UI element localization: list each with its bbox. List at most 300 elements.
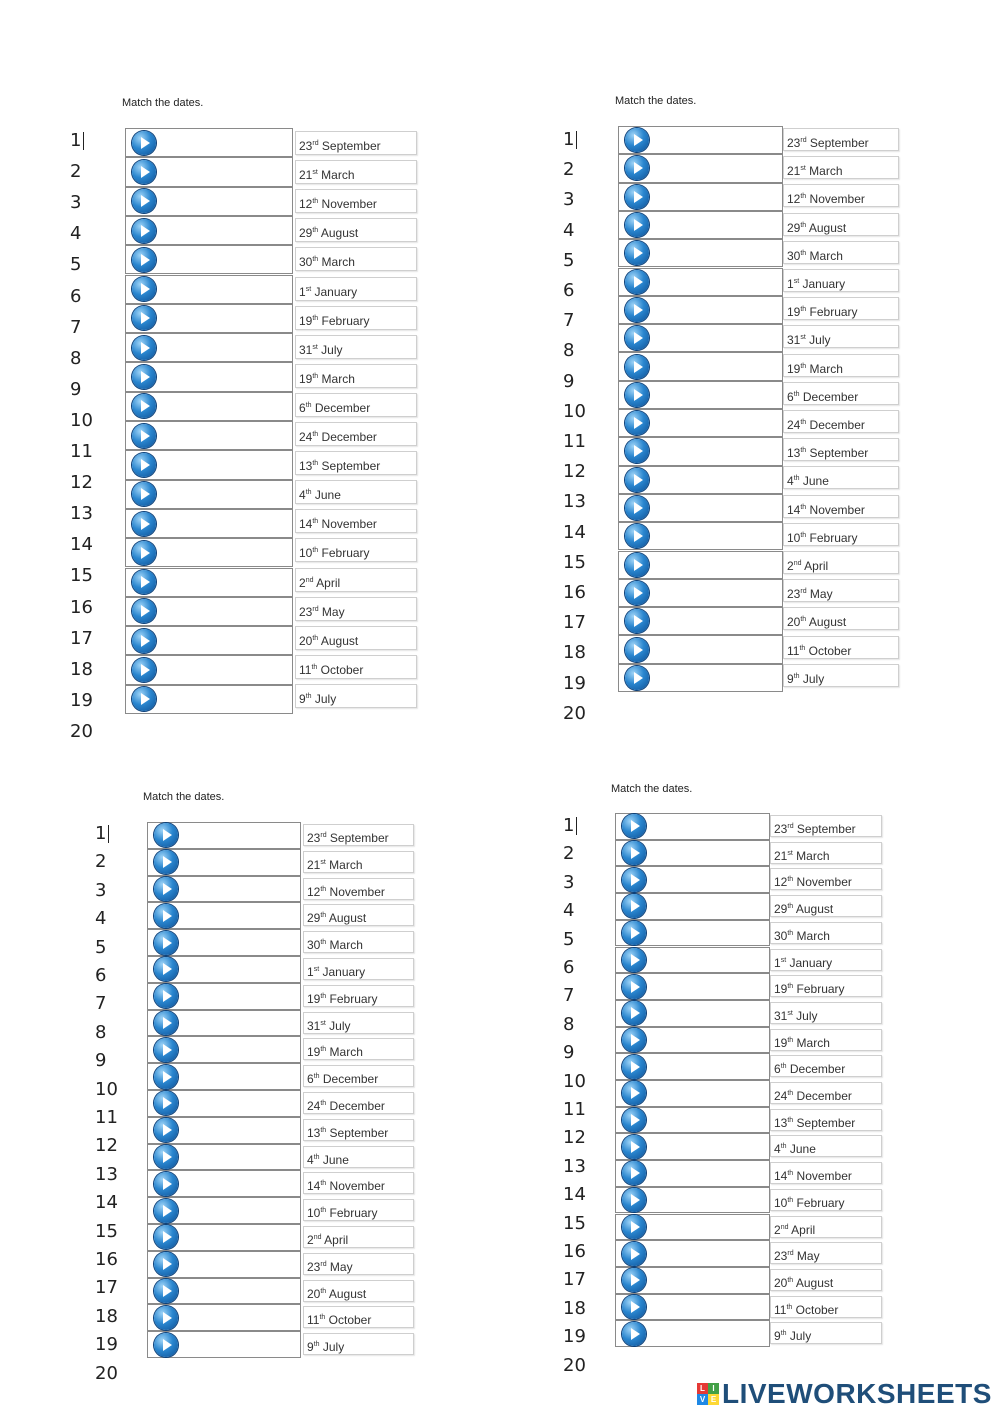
play-audio-icon[interactable]: [625, 156, 649, 180]
date-option[interactable]: [303, 1172, 414, 1194]
answer-drop-box[interactable]: [618, 211, 783, 239]
answer-drop-box[interactable]: [618, 466, 783, 494]
date-option[interactable]: [295, 160, 417, 184]
row-number: 4: [563, 900, 575, 922]
date-option[interactable]: [770, 1029, 882, 1051]
date-day: 31: [307, 1018, 321, 1033]
date-option[interactable]: [770, 922, 882, 944]
play-audio-icon[interactable]: [154, 1225, 178, 1249]
date-option[interactable]: [783, 297, 899, 320]
play-audio-icon[interactable]: [625, 213, 649, 237]
answer-drop-box[interactable]: [618, 154, 783, 182]
answer-drop-box[interactable]: [618, 381, 783, 409]
date-option[interactable]: [770, 1082, 882, 1104]
play-audio-icon[interactable]: [622, 1242, 646, 1266]
play-audio-icon[interactable]: [132, 541, 156, 565]
date-option[interactable]: [783, 184, 899, 207]
date-option[interactable]: [303, 1226, 414, 1248]
date-option[interactable]: [295, 597, 417, 621]
play-audio-icon[interactable]: [154, 1306, 178, 1330]
answer-drop-box[interactable]: [615, 1133, 770, 1160]
play-audio-icon[interactable]: [154, 931, 178, 955]
date-option[interactable]: [295, 277, 417, 301]
play-audio-icon[interactable]: [132, 482, 156, 506]
answer-drop-box[interactable]: [125, 275, 293, 304]
answer-drop-box[interactable]: [618, 437, 783, 465]
date-month: April: [801, 559, 829, 573]
answer-drop-box[interactable]: [615, 1080, 770, 1107]
date-suffix: th: [787, 1276, 794, 1284]
play-audio-icon[interactable]: [622, 1188, 646, 1212]
play-audio-icon[interactable]: [154, 1172, 178, 1196]
play-audio-icon[interactable]: [154, 1199, 178, 1223]
answer-drop-box[interactable]: [125, 538, 293, 567]
date-option[interactable]: [295, 451, 417, 475]
date-option[interactable]: [783, 410, 899, 433]
answer-drop-box[interactable]: [147, 1251, 301, 1278]
date-month: August: [793, 902, 834, 917]
date-option[interactable]: [783, 156, 899, 179]
date-option[interactable]: [783, 241, 899, 264]
answer-drop-box[interactable]: [618, 183, 783, 211]
date-option[interactable]: [295, 509, 417, 533]
answer-drop-box[interactable]: [615, 1294, 770, 1321]
date-month: March: [325, 857, 363, 872]
play-audio-icon[interactable]: [622, 894, 646, 918]
play-audio-icon[interactable]: [622, 921, 646, 945]
answer-drop-box[interactable]: [125, 333, 293, 362]
row-number: 15: [95, 1220, 118, 1242]
date-day: 30: [299, 255, 313, 270]
play-audio-icon[interactable]: [154, 1118, 178, 1142]
play-audio-icon[interactable]: [154, 1333, 178, 1357]
date-option[interactable]: [783, 354, 899, 377]
date-option[interactable]: [783, 636, 899, 659]
play-audio-icon[interactable]: [132, 687, 156, 711]
date-option[interactable]: [770, 1002, 882, 1024]
date-suffix: st: [780, 956, 787, 964]
play-audio-icon[interactable]: [622, 814, 646, 838]
play-audio-icon[interactable]: [132, 131, 156, 155]
play-audio-icon[interactable]: [132, 277, 156, 301]
date-month: July: [317, 342, 343, 357]
answer-drop-box[interactable]: [615, 813, 770, 840]
play-audio-icon[interactable]: [132, 219, 156, 243]
answer-drop-box[interactable]: [615, 973, 770, 1000]
play-audio-icon[interactable]: [132, 160, 156, 184]
play-audio-icon[interactable]: [132, 658, 156, 682]
play-audio-icon[interactable]: [154, 957, 178, 981]
date-option[interactable]: [303, 958, 414, 980]
date-day: 23: [299, 139, 313, 153]
row-number: 18: [70, 658, 93, 680]
date-option[interactable]: [783, 664, 899, 687]
answer-drop-box[interactable]: [615, 1000, 770, 1027]
answer-drop-box[interactable]: [125, 245, 293, 274]
date-day: 9: [774, 1329, 781, 1344]
row-number: 9: [563, 1042, 575, 1064]
date-option[interactable]: [770, 868, 882, 890]
play-audio-icon[interactable]: [625, 553, 649, 577]
answer-drop-box[interactable]: [615, 1053, 770, 1080]
answer-drop-box[interactable]: [125, 128, 293, 157]
date-option[interactable]: [303, 1333, 414, 1355]
date-month: July: [786, 1329, 812, 1344]
answer-drop-box[interactable]: [125, 480, 293, 509]
date-month: September: [318, 459, 381, 474]
date-option[interactable]: [770, 1055, 882, 1077]
play-audio-icon[interactable]: [625, 355, 649, 379]
play-audio-icon[interactable]: [154, 1038, 178, 1062]
answer-drop-box[interactable]: [147, 1170, 301, 1197]
play-audio-icon[interactable]: [625, 128, 649, 152]
answer-drop-box[interactable]: [147, 1331, 301, 1358]
date-day: 19: [299, 371, 313, 386]
date-day: 11: [307, 1313, 320, 1328]
answer-drop-box[interactable]: [125, 187, 293, 216]
answer-drop-box[interactable]: [147, 956, 301, 983]
answer-drop-box[interactable]: [618, 607, 783, 635]
row-number: 14: [563, 1184, 586, 1206]
date-option[interactable]: [303, 824, 414, 846]
date-suffix: nd: [780, 1223, 789, 1231]
answer-drop-box[interactable]: [618, 352, 783, 380]
play-audio-icon[interactable]: [622, 948, 646, 972]
date-option[interactable]: [770, 842, 882, 864]
date-option[interactable]: [783, 495, 899, 518]
date-option[interactable]: [770, 1296, 882, 1318]
answer-drop-box[interactable]: [125, 450, 293, 479]
play-audio-icon[interactable]: [625, 638, 649, 662]
answer-drop-box[interactable]: [147, 1304, 301, 1331]
date-day: 13: [307, 1125, 321, 1140]
answer-drop-box[interactable]: [615, 1107, 770, 1134]
date-option[interactable]: [295, 218, 417, 242]
play-audio-icon[interactable]: [625, 185, 649, 209]
play-audio-icon[interactable]: [622, 1055, 646, 1079]
date-option[interactable]: [783, 551, 899, 574]
play-audio-icon[interactable]: [132, 424, 156, 448]
play-audio-icon[interactable]: [622, 868, 646, 892]
answer-drop-box[interactable]: [125, 304, 293, 333]
answer-drop-box[interactable]: [615, 1160, 770, 1187]
play-audio-icon[interactable]: [154, 1279, 178, 1303]
answer-drop-box[interactable]: [125, 392, 293, 421]
date-day: 31: [774, 1008, 788, 1023]
date-option[interactable]: [303, 1038, 414, 1060]
answer-drop-box[interactable]: [147, 876, 301, 903]
date-day: 23: [307, 1259, 321, 1274]
date-month: August: [793, 1275, 834, 1290]
date-option[interactable]: [295, 335, 417, 359]
date-suffix: th: [787, 903, 794, 911]
date-month: January: [786, 955, 833, 970]
date-day: 2: [774, 1222, 781, 1237]
date-option[interactable]: [303, 851, 414, 873]
play-audio-icon[interactable]: [132, 570, 156, 594]
answer-drop-box[interactable]: [125, 509, 293, 538]
date-option[interactable]: [303, 1092, 414, 1114]
play-audio-icon[interactable]: [154, 1252, 178, 1276]
date-option[interactable]: [770, 1135, 882, 1157]
date-option[interactable]: [295, 131, 417, 155]
play-audio-icon[interactable]: [132, 599, 156, 623]
answer-drop-box[interactable]: [125, 216, 293, 245]
date-option[interactable]: [295, 247, 417, 271]
date-month: December: [793, 1089, 852, 1103]
date-suffix: th: [305, 692, 312, 700]
date-option[interactable]: [295, 626, 417, 650]
date-option[interactable]: [295, 189, 417, 213]
answer-drop-box[interactable]: [125, 568, 293, 597]
answer-drop-box[interactable]: [125, 597, 293, 626]
answer-drop-box[interactable]: [147, 1144, 301, 1171]
play-audio-icon[interactable]: [625, 496, 649, 520]
answer-drop-box[interactable]: [147, 1063, 301, 1090]
play-audio-icon[interactable]: [625, 468, 649, 492]
play-audio-icon[interactable]: [625, 439, 649, 463]
answer-drop-box[interactable]: [615, 947, 770, 974]
date-option[interactable]: [303, 1065, 414, 1087]
play-audio-icon[interactable]: [132, 306, 156, 330]
play-audio-icon[interactable]: [132, 453, 156, 477]
play-audio-icon[interactable]: [622, 1108, 646, 1132]
answer-drop-box[interactable]: [618, 635, 783, 663]
play-audio-icon[interactable]: [154, 1091, 178, 1115]
play-audio-icon[interactable]: [625, 326, 649, 350]
play-audio-icon[interactable]: [154, 1011, 178, 1035]
date-day: 20: [787, 615, 801, 630]
play-audio-icon[interactable]: [154, 984, 178, 1008]
date-option[interactable]: [303, 1280, 414, 1302]
date-option[interactable]: [770, 1189, 882, 1211]
answer-drop-box[interactable]: [147, 849, 301, 876]
answer-drop-box[interactable]: [615, 1267, 770, 1294]
answer-drop-box[interactable]: [618, 494, 783, 522]
date-option[interactable]: [783, 325, 899, 348]
date-option[interactable]: [770, 1242, 882, 1264]
answer-drop-box[interactable]: [618, 664, 783, 692]
answer-drop-box[interactable]: [147, 902, 301, 929]
play-audio-icon[interactable]: [622, 1322, 646, 1346]
date-option[interactable]: [295, 655, 417, 679]
date-day: 12: [299, 197, 313, 212]
row-number: 11: [70, 441, 93, 462]
answer-drop-box[interactable]: [147, 1197, 301, 1224]
answer-drop-box[interactable]: [615, 1187, 770, 1214]
date-day: 31: [299, 342, 313, 357]
date-option[interactable]: [303, 1146, 414, 1168]
answer-drop-box[interactable]: [147, 1117, 301, 1144]
row-number: 14: [70, 534, 93, 556]
answer-drop-box[interactable]: [618, 579, 783, 607]
answer-drop-box[interactable]: [618, 324, 783, 352]
answer-drop-box[interactable]: [147, 1224, 301, 1251]
date-option[interactable]: [295, 538, 417, 562]
play-audio-icon[interactable]: [154, 1065, 178, 1089]
play-audio-icon[interactable]: [132, 512, 156, 536]
answer-drop-box[interactable]: [615, 893, 770, 920]
date-option[interactable]: [783, 466, 899, 489]
date-option[interactable]: [295, 684, 417, 708]
date-option[interactable]: [770, 975, 882, 997]
date-option[interactable]: [770, 815, 882, 837]
date-option[interactable]: [783, 607, 899, 630]
play-audio-icon[interactable]: [154, 1145, 178, 1169]
date-suffix: th: [312, 460, 319, 468]
date-suffix: rd: [800, 588, 807, 596]
play-audio-icon[interactable]: [622, 1028, 646, 1052]
date-option[interactable]: [770, 1322, 882, 1344]
instruction-title: Match the dates.: [122, 97, 204, 109]
date-month: June: [786, 1142, 816, 1157]
answer-drop-box[interactable]: [618, 409, 783, 437]
date-option[interactable]: [770, 1162, 882, 1184]
row-number: 3: [95, 879, 107, 901]
answer-drop-box[interactable]: [615, 1027, 770, 1054]
date-suffix: th: [787, 1116, 794, 1124]
play-audio-icon[interactable]: [625, 241, 649, 265]
date-option[interactable]: [295, 480, 417, 504]
date-option[interactable]: [295, 422, 417, 446]
date-option[interactable]: [303, 904, 414, 926]
play-audio-icon[interactable]: [625, 411, 649, 435]
play-audio-icon[interactable]: [622, 1081, 646, 1105]
date-option[interactable]: [303, 1199, 414, 1221]
date-suffix: st: [312, 343, 318, 351]
play-audio-icon[interactable]: [622, 1215, 646, 1239]
date-option[interactable]: [770, 1216, 882, 1238]
date-option[interactable]: [783, 523, 899, 546]
play-audio-icon[interactable]: [625, 581, 649, 605]
date-option[interactable]: [783, 438, 899, 461]
answer-drop-box[interactable]: [618, 522, 783, 550]
date-option[interactable]: [295, 364, 417, 388]
play-audio-icon[interactable]: [625, 666, 649, 690]
date-suffix: th: [312, 372, 319, 380]
play-audio-icon[interactable]: [132, 248, 156, 272]
play-audio-icon[interactable]: [132, 629, 156, 653]
answer-drop-box[interactable]: [618, 551, 783, 579]
date-option[interactable]: [295, 306, 417, 330]
play-audio-icon[interactable]: [625, 270, 649, 294]
date-suffix: st: [313, 966, 320, 973]
date-month: August: [806, 220, 847, 235]
play-audio-icon[interactable]: [154, 850, 178, 874]
answer-drop-box[interactable]: [147, 1278, 301, 1305]
play-audio-icon[interactable]: [622, 841, 646, 865]
play-audio-icon[interactable]: [132, 365, 156, 389]
date-month: May: [326, 1259, 353, 1274]
date-month: January: [311, 284, 358, 299]
play-audio-icon[interactable]: [154, 904, 178, 928]
play-audio-icon[interactable]: [132, 189, 156, 213]
date-option[interactable]: [783, 579, 899, 602]
play-audio-icon[interactable]: [625, 383, 649, 407]
answer-drop-box[interactable]: [147, 983, 301, 1010]
answer-drop-box[interactable]: [125, 157, 293, 186]
answer-drop-box[interactable]: [618, 239, 783, 267]
row-number: 1: [563, 817, 577, 835]
row-number: 15: [563, 551, 586, 573]
answer-drop-box[interactable]: [147, 929, 301, 956]
play-audio-icon[interactable]: [622, 1161, 646, 1185]
play-audio-icon[interactable]: [132, 336, 156, 360]
row-number: 5: [563, 249, 575, 271]
date-month: July: [792, 1008, 818, 1023]
answer-drop-box[interactable]: [618, 126, 783, 154]
answer-drop-box[interactable]: [147, 1090, 301, 1117]
play-audio-icon[interactable]: [625, 298, 649, 322]
answer-drop-box[interactable]: [125, 362, 293, 391]
date-option[interactable]: [303, 931, 414, 953]
answer-drop-box[interactable]: [615, 840, 770, 867]
answer-drop-box[interactable]: [147, 1036, 301, 1063]
date-option[interactable]: [770, 1269, 882, 1291]
answer-drop-box[interactable]: [615, 1320, 770, 1347]
liveworksheets-logo-icon: [697, 1383, 719, 1405]
date-option[interactable]: [303, 878, 414, 900]
date-suffix: st: [800, 165, 806, 173]
date-day: 19: [774, 1035, 788, 1050]
date-option[interactable]: [783, 128, 899, 151]
play-audio-icon[interactable]: [132, 394, 156, 418]
date-day: 30: [774, 928, 788, 943]
play-audio-icon[interactable]: [625, 609, 649, 633]
play-audio-icon[interactable]: [622, 1268, 646, 1292]
date-option[interactable]: [770, 895, 882, 917]
row-number: 2: [563, 843, 575, 865]
date-option[interactable]: [783, 382, 899, 405]
answer-drop-box[interactable]: [125, 626, 293, 655]
answer-drop-box[interactable]: [615, 866, 770, 893]
date-option[interactable]: [783, 269, 899, 292]
answer-drop-box[interactable]: [125, 685, 293, 714]
date-option[interactable]: [303, 1119, 414, 1141]
date-option[interactable]: [295, 393, 417, 417]
answer-drop-box[interactable]: [615, 1240, 770, 1267]
answer-drop-box[interactable]: [125, 655, 293, 684]
play-audio-icon[interactable]: [622, 975, 646, 999]
answer-drop-box[interactable]: [147, 822, 301, 849]
date-option[interactable]: [303, 1306, 414, 1328]
answer-drop-box[interactable]: [125, 421, 293, 450]
play-audio-icon[interactable]: [622, 1135, 646, 1159]
date-option[interactable]: [295, 568, 417, 592]
date-suffix: th: [312, 518, 319, 526]
answer-drop-box[interactable]: [615, 920, 770, 947]
date-month: July: [805, 333, 831, 348]
play-audio-icon[interactable]: [154, 877, 178, 901]
date-option[interactable]: [783, 213, 899, 236]
play-audio-icon[interactable]: [625, 524, 649, 548]
date-option[interactable]: [770, 949, 882, 971]
answer-drop-box[interactable]: [615, 1214, 770, 1241]
date-month: November: [318, 517, 377, 532]
date-option[interactable]: [770, 1109, 882, 1131]
play-audio-icon[interactable]: [154, 823, 178, 847]
answer-drop-box[interactable]: [618, 268, 783, 296]
date-option[interactable]: [303, 1012, 414, 1034]
play-audio-icon[interactable]: [622, 1295, 646, 1319]
answer-drop-box[interactable]: [147, 1010, 301, 1037]
date-suffix: th: [312, 256, 319, 264]
date-suffix: th: [780, 1330, 787, 1338]
date-option[interactable]: [303, 1253, 414, 1275]
date-option[interactable]: [303, 985, 414, 1007]
play-audio-icon[interactable]: [622, 1001, 646, 1025]
answer-drop-box[interactable]: [618, 296, 783, 324]
